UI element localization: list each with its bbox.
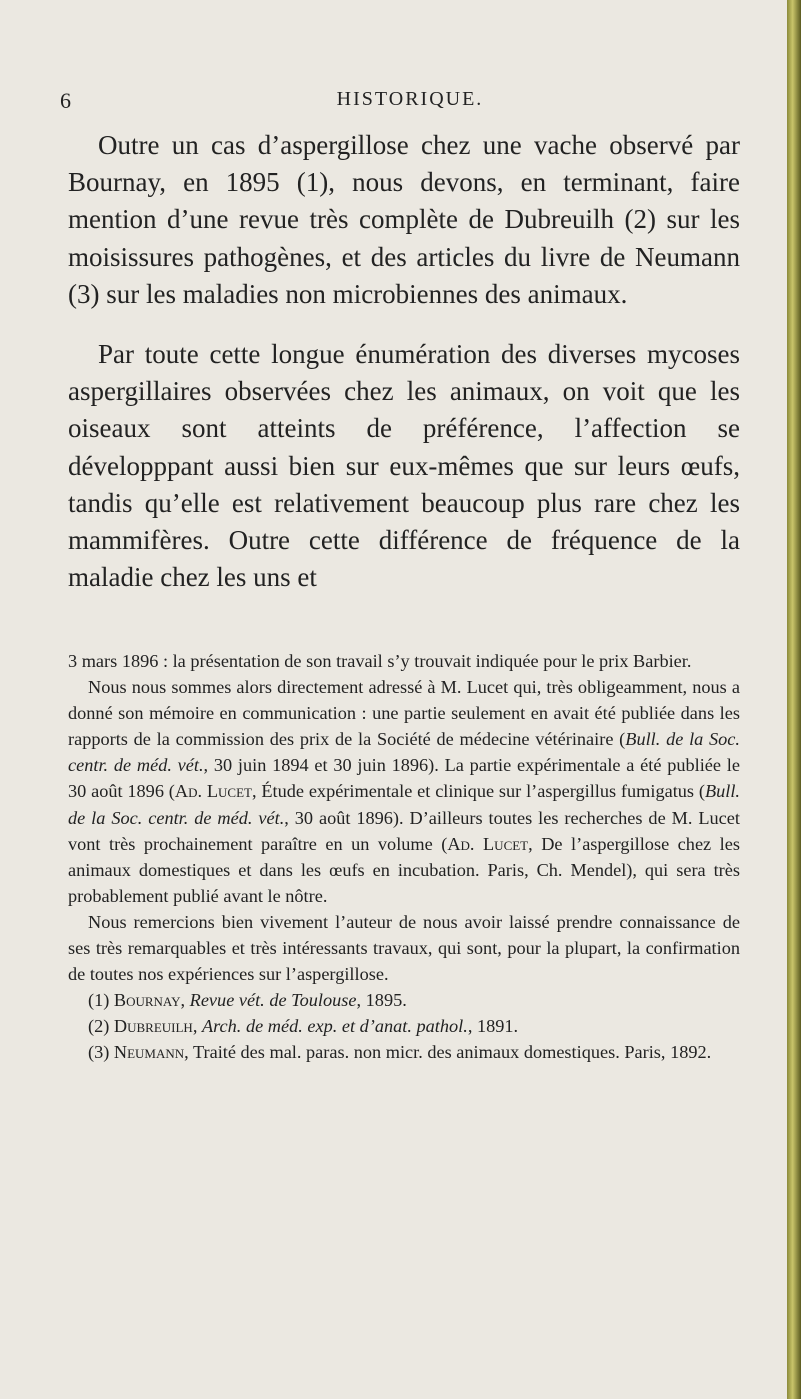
page-edge [787, 0, 801, 1399]
note-lucet: Nous nous sommes alors directement adressé à M. Lucet qui, très obligeamment, nous a donné son mémoire en communication : une partie seulement en avait été publiée dans les rapports de la commission des prix de la Société de médecine vétérinaire (Bull. de la Soc. centr. de méd. vét., 30 juin 1894 et 30 juin 1896). La partie expérimentale a été publiée le 30 août 1896 (Ad. Lucet, Étude expérimentale et clinique sur l’aspergillus fumigatus (Bull. de la Soc. centr. de méd. vét., 30 août 1896). D’ailleurs toutes les recherches de M. Lucet vont très prochainement paraître en un volume (Ad. Lucet, De l’aspergillose chez les animaux domestiques et dans les œufs en incubation. Paris, Ch. Mendel), qui sera très probablement publié avant le nôtre. [68, 677, 740, 906]
paragraph-1: Outre un cas d’aspergillose chez une vache observé par Bournay, en 1895 (1), nous devons, en terminant, faire mention d’une revue très complète de Dubreuilh (2) sur les moisissures pathogènes, et des articles du livre de Neumann (3) sur les maladies non microbiennes des animaux. [68, 130, 740, 309]
page-header [60, 88, 760, 118]
note-thanks: Nous remercions bien vivement l’auteur de nous avoir laissé prendre connaissance de ses très remarquables et très intéressants travaux, qui sont, pour la plupart, la confirmation de toutes nos expériences sur l’aspergillose. [68, 911, 740, 985]
footnotes [68, 648, 740, 1066]
note-continuation: 3 mars 1896 : la présentation de son travail s’y trouvait indiquée pour le prix Barbier. [68, 651, 692, 671]
main-text [68, 127, 740, 596]
page-number: 6 [60, 88, 71, 113]
paragraph-2: Par toute cette longue énumération des diverses mycoses aspergillaires observées chez les animaux, on voit que les oiseaux sont atteints de préférence, l’affection se développpant aussi bien sur eux-mêmes que sur leurs œufs, tandis qu’elle est relativement beaucoup plus rare chez les mammifères. Outre cette différence de fréquence de la maladie chez les uns et [68, 339, 740, 593]
footnote-3: (3) Neumann, Traité des mal. paras. non micr. des animaux domestiques. Paris, 1892. [88, 1042, 712, 1063]
footnote-2: (2) Dubreuilh, Arch. de méd. exp. et d’anat. pathol., 1891. [88, 1016, 519, 1037]
running-title: HISTORIQUE. [336, 88, 484, 110]
footnote-1: (1) Bournay, Revue vét. de Toulouse, 1895. [88, 990, 407, 1011]
